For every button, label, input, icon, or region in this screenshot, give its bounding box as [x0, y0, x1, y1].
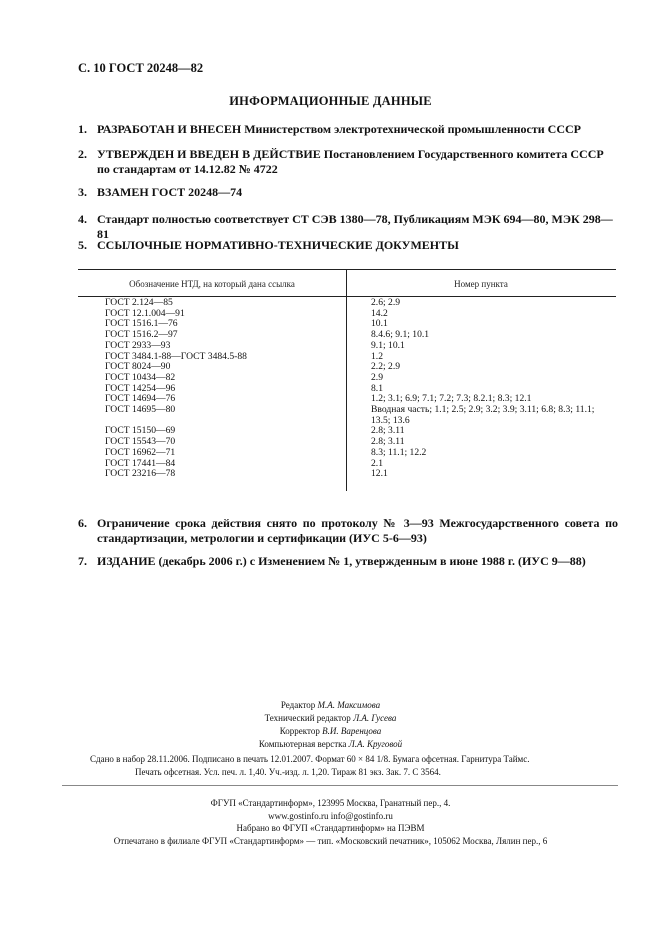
- table-cell-document: ГОСТ 1516.2—97: [105, 329, 178, 341]
- table-cell-document: ГОСТ 10434—82: [105, 371, 176, 383]
- info-item-7: [78, 554, 618, 569]
- info-item-2: [78, 147, 618, 177]
- table-cell-clause: 2.8; 3.11: [371, 425, 405, 437]
- table-cell-document: ГОСТ 16962—71: [105, 446, 176, 458]
- page-header: С. 10 ГОСТ 20248—82: [78, 61, 204, 75]
- item-text: Постановлением Государственного комитета СССР по стандартам от 14.12.82 № 4722: [97, 147, 604, 176]
- table-cell-document: ГОСТ 2.124—85: [105, 297, 173, 308]
- table-cell-document: ГОСТ 14694—76: [105, 393, 176, 405]
- table-cell-clause: 2.1: [371, 457, 383, 469]
- item-text: (декабрь 2006 г.) с Изменением № 1, утвержденным в июне 1988 г. (ИУС 9—88): [155, 554, 586, 568]
- table-cell-clause: 2.9: [371, 371, 383, 383]
- credit-role: Технический редактор: [264, 713, 354, 723]
- table-cell-clause: 14.2: [371, 307, 388, 319]
- table-row: [78, 405, 616, 426]
- item-number: 1.: [78, 122, 87, 136]
- publisher-web: www.gostinfo.ru info@gostinfo.ru: [268, 810, 393, 821]
- table-cell-clause: 8.4.6; 9.1; 10.1: [371, 329, 430, 341]
- section-title: ИНФОРМАЦИОННЫЕ ДАННЫЕ: [229, 94, 432, 108]
- editorial-credits: [0, 699, 661, 751]
- table-cell-clause: 2.8; 3.11: [371, 436, 405, 448]
- credit-name: М.А. Максимова: [317, 700, 381, 710]
- table-header-clause: Номер пункта: [454, 279, 508, 289]
- item-text: Министерством электротехнической промышленности СССР: [241, 122, 582, 136]
- credit-name: Л.А. Гусева: [353, 713, 397, 723]
- item-lead: ССЫЛОЧНЫЕ НОРМАТИВНО-ТЕХНИЧЕСКИЕ ДОКУМЕНТЫ: [97, 238, 459, 252]
- table-top-rule: [78, 269, 616, 270]
- table-row: [78, 469, 616, 480]
- print-details: [90, 753, 610, 779]
- printed-note: Отпечатано в филиале ФГУП «Стандартинформ» — тип. «Московский печатник», 105062 Москва, Лялин пер., 6: [113, 835, 548, 846]
- item-text: Ограничение срока действия снято по протоколу № 3—93 Межгосударственного совета по стандартизации, метрологии и сертификации (ИУС 5-6—93): [97, 516, 618, 545]
- info-item-3: [78, 185, 618, 200]
- publisher-address: ФГУП «Стандартинформ», 123995 Москва, Гранатный пер., 4.: [210, 798, 451, 808]
- table-cell-document: ГОСТ 14695—80: [105, 404, 176, 416]
- item-number: 2.: [78, 147, 87, 161]
- table-cell-document: ГОСТ 2933—93: [105, 339, 171, 351]
- table-cell-clause: 2.6; 2.9: [371, 297, 401, 308]
- credit-name: В.И. Варенцова: [322, 726, 382, 736]
- typeset-note: Набрано во ФГУП «Стандартинформ» на ПЭВМ: [236, 823, 425, 833]
- table-cell-document: ГОСТ 14254—96: [105, 382, 176, 394]
- table-cell-document: ГОСТ 3484.1-88—ГОСТ 3484.5-88: [105, 350, 247, 362]
- item-number: 4.: [78, 212, 87, 226]
- item-lead: ИЗДАНИЕ: [97, 554, 156, 568]
- print-details-line-1: Сдано в набор 28.11.2006. Подписано в печать 12.01.2007. Формат 60 × 84 1/8. Бумага офсетная. Гарнитура Таймс.: [90, 754, 530, 764]
- table-cell-clause: 2.2; 2.9: [371, 361, 401, 373]
- credit-name: Л.А. Круговой: [348, 739, 403, 749]
- table-header-document: Обозначение НТД, на который дана ссылка: [129, 279, 295, 289]
- item-number: 6.: [78, 516, 87, 530]
- credit-role: Редактор: [280, 700, 318, 710]
- publisher-info: [0, 797, 661, 847]
- credit-layout: [0, 738, 661, 751]
- table-cell-clause: 8.1: [371, 382, 383, 394]
- table-cell-document: ГОСТ 17441—84: [105, 457, 176, 469]
- table-cell-clause: Вводная часть; 1.1; 2.5; 2.9; 3.2; 3.9; 3.11; 6.8; 8.3; 11.1; 13.5; 13.6: [371, 404, 595, 426]
- table-body: [78, 298, 616, 480]
- info-item-6: [78, 516, 618, 546]
- table-cell-clause: 1.2: [371, 350, 383, 362]
- table-cell-clause: 8.3; 11.1; 12.2: [371, 446, 427, 458]
- item-lead: УТВЕРЖДЕН И ВВЕДЕН В ДЕЙСТВИЕ: [97, 147, 321, 161]
- table-row: [78, 448, 616, 459]
- table-cell-clause: 9.1; 10.1: [371, 339, 405, 351]
- table-cell-clause: 10.1: [371, 318, 388, 330]
- item-number: 3.: [78, 185, 87, 199]
- table-cell-clause: 12.1: [371, 468, 388, 480]
- table-cell-clause: 1.2; 3.1; 6.9; 7.1; 7.2; 7.3; 8.2.1; 8.3; 12.1: [371, 393, 532, 405]
- item-lead: ВЗАМЕН ГОСТ 20248—74: [97, 185, 243, 199]
- info-item-1: [78, 122, 618, 137]
- credit-role: Корректор: [279, 726, 323, 736]
- credit-role: Компьютерная верстка: [258, 739, 349, 749]
- credit-editor: [0, 699, 661, 712]
- table-cell-document: ГОСТ 15150—69: [105, 425, 176, 437]
- print-details-line-2: Печать офсетная. Усл. печ. л. 1,40. Уч.-изд. л. 1,20. Тираж 81 экз. Зак. 7. С 3564.: [135, 767, 441, 777]
- info-item-5: [78, 238, 618, 253]
- credit-proofreader: [0, 725, 661, 738]
- table-cell-document: ГОСТ 15543—70: [105, 436, 176, 448]
- item-number: 5.: [78, 238, 87, 252]
- divider: [62, 785, 618, 786]
- table-row: [78, 341, 616, 352]
- item-text: Стандарт полностью соответствует СТ СЭВ 1380—78, Публикациям МЭК 694—80, МЭК 298—81: [97, 212, 613, 241]
- item-number: 7.: [78, 554, 87, 568]
- table-cell-document: ГОСТ 12.1.004—91: [105, 307, 185, 319]
- table-cell-document: ГОСТ 8024—90: [105, 361, 171, 373]
- table-cell-document: ГОСТ 23216—78: [105, 468, 176, 480]
- credit-tech-editor: [0, 712, 661, 725]
- item-lead: РАЗРАБОТАН И ВНЕСЕН: [97, 122, 242, 136]
- table-cell-document: ГОСТ 1516.1—76: [105, 318, 178, 330]
